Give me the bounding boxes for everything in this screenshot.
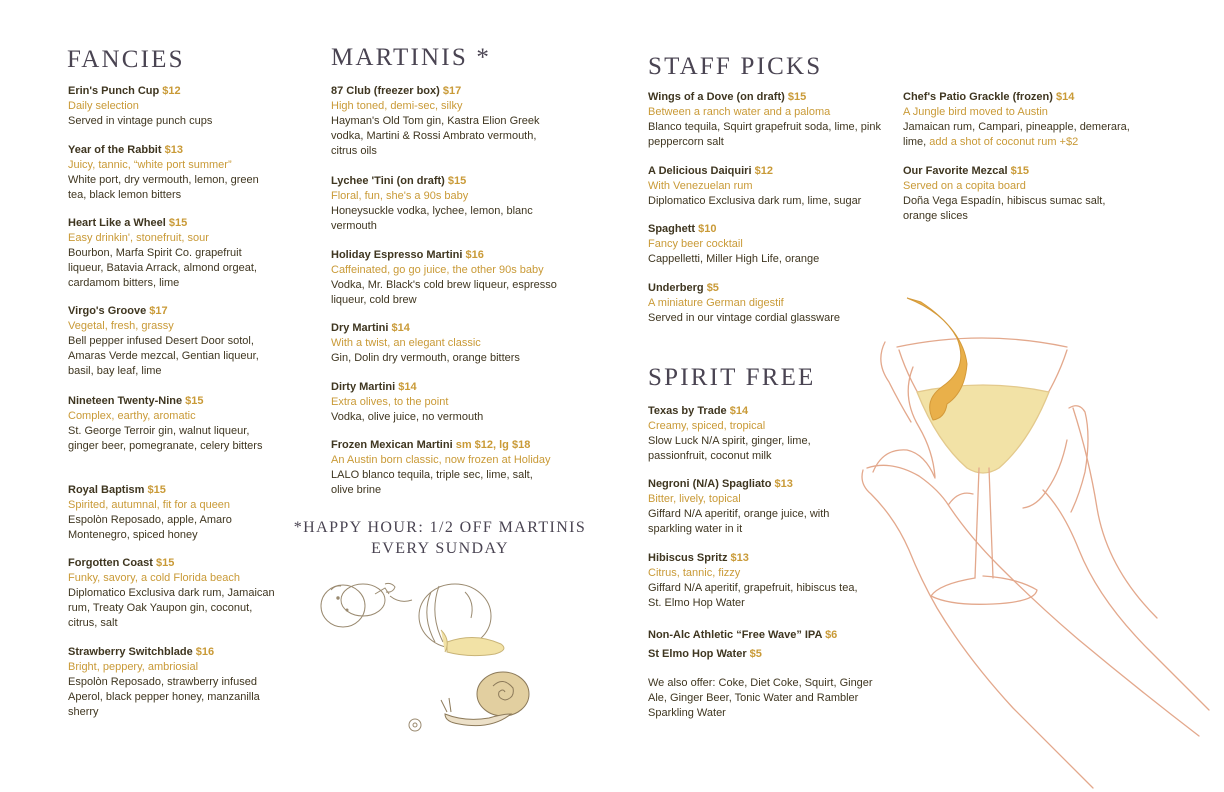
- item-name: 87 Club (freezer box): [331, 85, 440, 97]
- spirit-free-title: SPIRIT FREE: [648, 364, 816, 391]
- item-price: $17: [442, 85, 462, 97]
- menu-item: [648, 90, 883, 150]
- menu-item: [68, 304, 278, 379]
- item-description: Giffard N/A aperitif, orange juice, with sparkling water in it: [648, 508, 830, 535]
- item-name: Chef's Patio Grackle (frozen): [903, 91, 1053, 103]
- item-tagline: Daily selection: [68, 100, 139, 112]
- menu-item: [68, 483, 278, 543]
- item-tagline: Creamy, spiced, tropical: [648, 420, 766, 432]
- item-description: Jamaican rum, Campari, pineapple, demerara, lime,: [903, 121, 1130, 148]
- item-price: $16: [195, 646, 215, 658]
- item-name: Non-Alc Athletic “Free Wave” IPA: [648, 629, 822, 641]
- item-tagline: Caffeinated, go go juice, the other 90s baby: [331, 264, 544, 276]
- item-description: White port, dry vermouth, lemon, green tea, black lemon bitters: [68, 174, 259, 201]
- item-tagline: Floral, fun, she's a 90s baby: [331, 190, 469, 202]
- item-name: Dirty Martini: [331, 381, 396, 393]
- item-description: Giffard N/A aperitif, grapefruit, hibiscus tea, St. Elmo Hop Water: [648, 582, 858, 609]
- item-description: Diplomatico Exclusiva dark rum, lime, sugar: [648, 195, 862, 207]
- item-description: Gin, Dolin dry vermouth, orange bitters: [331, 352, 520, 364]
- item-tagline: Between a ranch water and a paloma: [648, 106, 831, 118]
- item-name: Virgo's Groove: [68, 305, 147, 317]
- olives-snail-illustration: [305, 570, 545, 740]
- item-tagline: Served on a copita board: [903, 180, 1026, 192]
- menu-item: [648, 551, 858, 611]
- martini-hand-illustration: [855, 292, 1224, 792]
- item-name: Underberg: [648, 282, 704, 294]
- martinis-title: MARTINIS *: [331, 44, 492, 71]
- menu-item: [903, 164, 1123, 224]
- menu-item: [648, 404, 858, 464]
- item-price: $13: [164, 144, 183, 156]
- menu-item: [331, 321, 566, 366]
- item-description: Slow Luck N/A spirit, ginger, lime, passionfruit, coconut milk: [648, 435, 811, 462]
- item-description: Espolòn Reposado, apple, Amaro Montenegro, spiced honey: [68, 514, 232, 541]
- item-name: Lychee 'Tini (on draft): [331, 175, 445, 187]
- menu-item: [648, 477, 858, 537]
- item-description: Cappelletti, Miller High Life, orange: [648, 253, 820, 265]
- item-description: St. George Terroir gin, walnut liqueur, ginger beer, pomegranate, celery bitters: [68, 425, 263, 452]
- item-price: $6: [825, 629, 838, 641]
- item-tagline: Extra olives, to the point: [331, 396, 449, 408]
- item-price: $14: [398, 381, 417, 393]
- item-addon: add a shot of coconut rum +$2: [929, 136, 1079, 148]
- item-name: Hibiscus Spritz: [648, 552, 728, 564]
- item-price: $5: [749, 648, 762, 660]
- item-name: Royal Baptism: [68, 484, 145, 496]
- item-description: Bell pepper infused Desert Door sotol, Amaras Verde mezcal, Gentian liqueur, basil, bay leaf, lime: [68, 335, 259, 377]
- item-description: Doña Vega Espadín, hibiscus sumac salt, orange slices: [903, 195, 1106, 222]
- item-tagline: With Venezuelan rum: [648, 180, 753, 192]
- item-description: Hayman's Old Tom gin, Kastra Elion Greek vodka, Martini & Rossi Ambrato vermouth, citrus oils: [331, 115, 540, 157]
- item-price: $14: [1056, 91, 1075, 103]
- menu-item: [68, 394, 278, 454]
- item-name: Frozen Mexican Martini: [331, 439, 453, 451]
- item-name: Forgotten Coast: [68, 557, 153, 569]
- item-tagline: With a twist, an elegant classic: [331, 337, 481, 349]
- item-name: Holiday Espresso Martini: [331, 249, 463, 261]
- item-tagline: An Austin born classic, now frozen at Holiday: [331, 454, 551, 466]
- staff-picks-title: STAFF PICKS: [648, 53, 823, 80]
- item-tagline: A miniature German digestif: [648, 297, 784, 309]
- menu-item: [68, 556, 278, 631]
- item-name: Wings of a Dove (on draft): [648, 91, 785, 103]
- fancies-title: FANCIES: [67, 46, 185, 73]
- item-price: $15: [168, 217, 188, 229]
- menu-item: [68, 645, 278, 720]
- item-description: Espolòn Reposado, strawberry infused Aperol, black pepper honey, manzanilla sherry: [68, 676, 260, 718]
- menu-item: [331, 380, 566, 425]
- menu-item: [68, 84, 278, 129]
- item-name: Dry Martini: [331, 322, 389, 334]
- menu-item: [68, 216, 278, 291]
- menu-item: [648, 281, 888, 326]
- item-tagline: Funky, savory, a cold Florida beach: [68, 572, 241, 584]
- item-tagline: High toned, demi-sec, silky: [331, 100, 463, 112]
- item-name: Negroni (N/A) Spagliato: [648, 478, 772, 490]
- item-name: Spaghett: [648, 223, 696, 235]
- item-price: $10: [698, 223, 717, 235]
- item-tagline: Bright, peppery, ambriosial: [68, 661, 199, 673]
- item-name: Nineteen Twenty-Nine: [68, 395, 183, 407]
- item-description: Bourbon, Marfa Spirit Co. grapefruit liqueur, Batavia Arrack, almond orgeat, cardamom bitters, lime: [68, 247, 257, 289]
- item-price: $12: [162, 85, 181, 97]
- item-name: A Delicious Daiquiri: [648, 165, 752, 177]
- menu-item: [648, 164, 888, 209]
- menu-item: [903, 90, 1153, 150]
- also-offer-note: We also offer: Coke, Diet Coke, Squirt, Ginger Ale, Ginger Beer, Tonic Water and Rambler Sparkling Water: [648, 677, 873, 719]
- item-name: Erin's Punch Cup: [68, 85, 160, 97]
- item-tagline: Vegetal, fresh, grassy: [68, 320, 174, 332]
- item-description: Diplomatico Exclusiva dark rum, Jamaican rum, Treaty Oak Yaupon gin, coconut, citrus, salt: [68, 587, 275, 629]
- item-tagline: Juicy, tannic, “white port summer”: [68, 159, 232, 171]
- item-price: $13: [730, 552, 749, 564]
- menu-item: [648, 222, 888, 267]
- item-description: Vodka, Mr. Black's cold brew liqueur, espresso liqueur, cold brew: [331, 279, 557, 306]
- item-price: $14: [391, 322, 410, 334]
- item-price: $15: [447, 175, 467, 187]
- item-tagline: Citrus, tannic, fizzy: [648, 567, 741, 579]
- item-description: Blanco tequila, Squirt grapefruit soda, lime, pink peppercorn salt: [648, 121, 881, 148]
- menu-item: [331, 248, 566, 308]
- item-price: sm $12, lg $18: [455, 439, 531, 451]
- item-price: $15: [1010, 165, 1029, 177]
- item-name: Heart Like a Wheel: [68, 217, 166, 229]
- item-price: $15: [147, 484, 166, 496]
- item-description: Served in our vintage cordial glassware: [648, 312, 840, 324]
- item-price: $12: [754, 165, 773, 177]
- item-price: $16: [465, 249, 484, 261]
- item-name: Strawberry Switchblade: [68, 646, 193, 658]
- happy-hour-note: *HAPPY HOUR: 1/2 OFF MARTINIS EVERY SUNDAY: [293, 519, 587, 557]
- item-name: St Elmo Hop Water: [648, 648, 747, 660]
- item-description: LALO blanco tequila, triple sec, lime, salt, olive brine: [331, 469, 533, 496]
- item-tagline: Fancy beer cocktail: [648, 238, 743, 250]
- menu-item: [331, 84, 556, 159]
- item-description: Vodka, olive juice, no vermouth: [331, 411, 484, 423]
- item-price: $15: [185, 395, 204, 407]
- item-price: $13: [774, 478, 793, 490]
- item-price: $17: [149, 305, 168, 317]
- item-tagline: A Jungle bird moved to Austin: [903, 106, 1048, 118]
- item-price: $14: [729, 405, 749, 417]
- item-tagline: Complex, earthy, aromatic: [68, 410, 196, 422]
- item-price: $5: [706, 282, 719, 294]
- item-price: $15: [787, 91, 807, 103]
- menu-item: [331, 438, 566, 498]
- menu-item: [331, 174, 556, 234]
- item-name: Year of the Rabbit: [68, 144, 162, 156]
- item-name: Texas by Trade: [648, 405, 727, 417]
- hop-water-item: [648, 647, 878, 662]
- item-tagline: Bitter, lively, topical: [648, 493, 741, 505]
- item-description: Served in vintage punch cups: [68, 115, 213, 127]
- item-description: Honeysuckle vodka, lychee, lemon, blanc vermouth: [331, 205, 533, 232]
- na-beer-item: [648, 628, 888, 643]
- item-tagline: Spirited, autumnal, fit for a queen: [68, 499, 231, 511]
- item-price: $15: [156, 557, 175, 569]
- item-name: Our Favorite Mezcal: [903, 165, 1008, 177]
- item-tagline: Easy drinkin', stonefruit, sour: [68, 232, 209, 244]
- menu-item: [68, 143, 278, 203]
